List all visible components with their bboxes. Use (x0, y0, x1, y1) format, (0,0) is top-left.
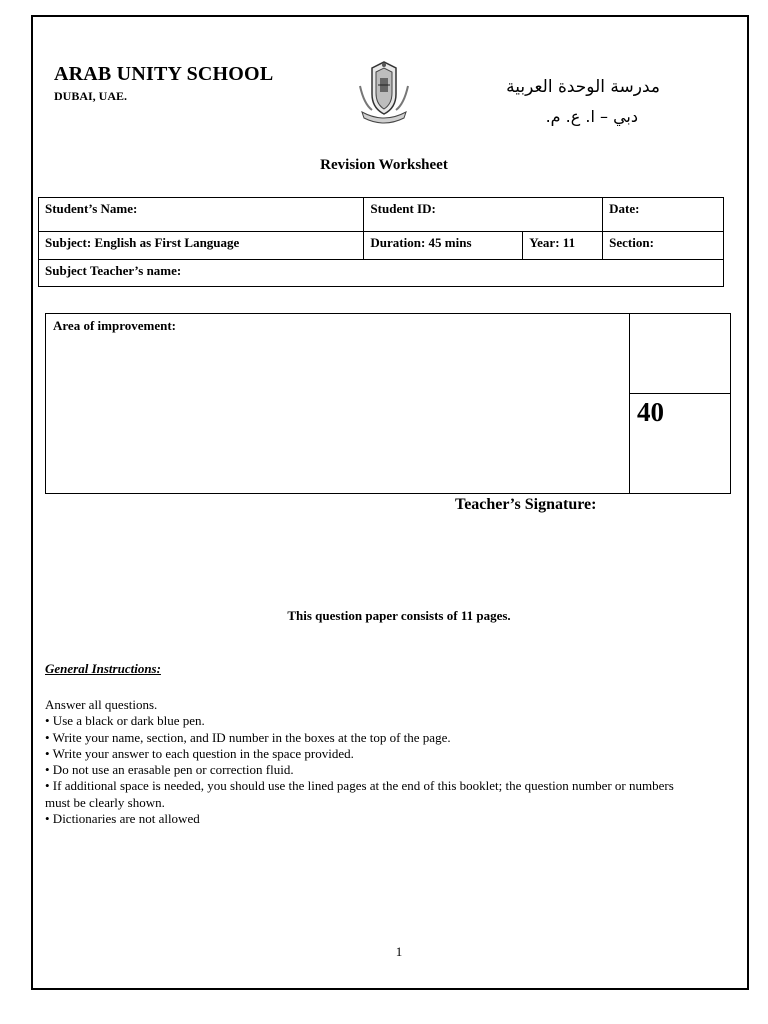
instructions-list (45, 697, 685, 827)
instruction-item: • Dictionaries are not allowed (45, 811, 200, 827)
student-name-field[interactable]: Student’s Name: (39, 198, 364, 232)
section-field[interactable]: Section: (603, 232, 724, 260)
student-info-table (38, 197, 724, 287)
instruction-item: • Do not use an erasable pen or correction fluid. (45, 762, 294, 778)
date-field[interactable]: Date: (603, 198, 724, 232)
improvement-label: Area of improvement: (53, 318, 176, 333)
score-divider (629, 393, 731, 394)
school-crest-icon (352, 56, 416, 126)
teacher-signature-label: Teacher’s Signature: (455, 496, 597, 513)
pages-note: This question paper consists of 11 pages. (287, 608, 511, 623)
instruction-item: • If additional space is needed, you should use the lined pages at the end of this booklet; the question number or numbers must be clearly shown. (45, 778, 674, 810)
student-id-field[interactable]: Student ID: (364, 198, 603, 232)
instruction-item: • Write your name, section, and ID number in the boxes at the top of the page. (45, 729, 451, 745)
document-title: Revision Worksheet (320, 157, 448, 173)
school-name-en: ARAB UNITY SCHOOL (54, 63, 274, 85)
instruction-item: • Write your answer to each question in the space provided. (45, 745, 354, 761)
year-cell: Year: 11 (523, 232, 603, 260)
instructions-heading: General Instructions: (45, 661, 161, 676)
instruction-item: • Use a black or dark blue pen. (45, 713, 205, 729)
page-number: 1 (395, 944, 403, 959)
duration-cell: Duration: 45 mins (364, 232, 523, 260)
subject-cell: Subject: English as First Language (39, 232, 364, 260)
school-name-ar: مدرسة الوحدة العربية (506, 77, 660, 97)
school-location-en: DUBAI, UAE. (54, 89, 128, 103)
score-divider (629, 313, 630, 494)
total-marks: 40 (637, 397, 664, 427)
teacher-name-field[interactable]: Subject Teacher’s name: (39, 260, 724, 287)
school-location-ar: دبي – ا. ع. م. (545, 107, 638, 126)
instruction-item: Answer all questions. (45, 697, 158, 712)
